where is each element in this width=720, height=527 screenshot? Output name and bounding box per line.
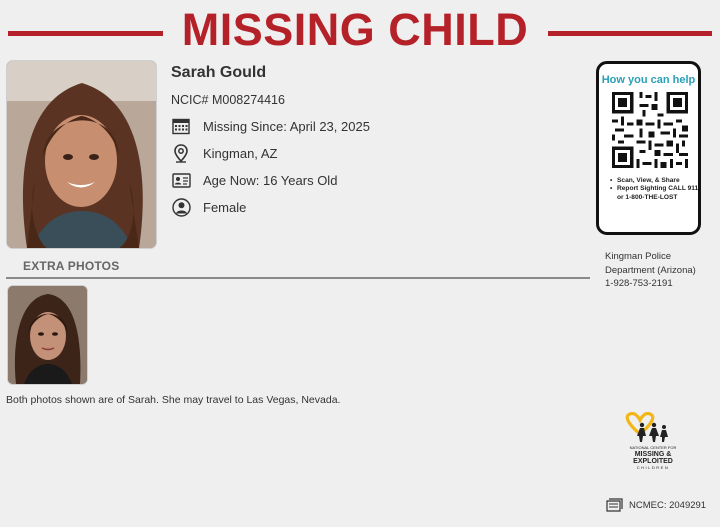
calendar-icon — [171, 116, 191, 136]
person-icon — [171, 197, 191, 217]
agency-phone[interactable]: 1-928-753-2191 — [605, 278, 673, 289]
location-pin-icon — [171, 143, 191, 163]
ncic-number: NCIC# M008274416 — [171, 93, 285, 107]
agency-contact — [605, 250, 715, 291]
photo-caption: Both photos shown are of Sarah. She may travel to Las Vegas, Nevada. — [6, 394, 341, 406]
person-name: Sarah Gould — [171, 64, 267, 81]
poster-title: MISSING CHILD — [181, 4, 529, 55]
agency-name-line1: Kingman Police — [605, 251, 672, 262]
ncmec-logo-mid1: MISSING & — [634, 451, 672, 458]
ncmec-case: NCMEC: 2049291 — [629, 499, 707, 511]
qr-code[interactable] — [612, 92, 688, 168]
phone-qr-panel — [596, 61, 701, 235]
main-photo — [6, 60, 157, 249]
ncmec-logo-bottom: CHILDREN — [636, 465, 670, 470]
help-item-report: • Report Sighting CALL 911 or 1-800-THE-LOST — [609, 185, 699, 202]
age-row — [171, 169, 337, 191]
age-now: Age Now: 16 Years Old — [203, 172, 338, 188]
ncmec-logo — [618, 412, 688, 476]
sex: Female — [203, 199, 247, 215]
missing-since: Missing Since: April 23, 2025 — [203, 118, 370, 134]
missing-since-row — [171, 115, 370, 137]
portrait-image — [7, 61, 156, 248]
ncmec-logo-mid2: EXPLOITED — [633, 458, 673, 465]
extra-portrait-image — [8, 286, 87, 384]
header-rule-right — [548, 31, 712, 36]
help-list — [609, 177, 699, 202]
ncmec-case-number — [606, 498, 706, 512]
location-row — [171, 142, 277, 164]
extra-photo — [7, 285, 88, 385]
section-divider — [6, 277, 590, 279]
extra-photos-label: EXTRA PHOTOS — [23, 259, 120, 273]
help-item-share: • Scan, View, & Share — [609, 177, 699, 185]
sex-row — [171, 196, 246, 218]
help-title: How you can help — [601, 74, 696, 86]
id-card-icon — [171, 170, 191, 190]
header-rule-left — [8, 31, 163, 36]
location: Kingman, AZ — [203, 145, 278, 161]
ncmec-logo-top: NATIONAL CENTER FOR — [629, 445, 677, 450]
folder-icon — [606, 498, 624, 512]
agency-name-line2: Department (Arizona) — [605, 264, 696, 276]
